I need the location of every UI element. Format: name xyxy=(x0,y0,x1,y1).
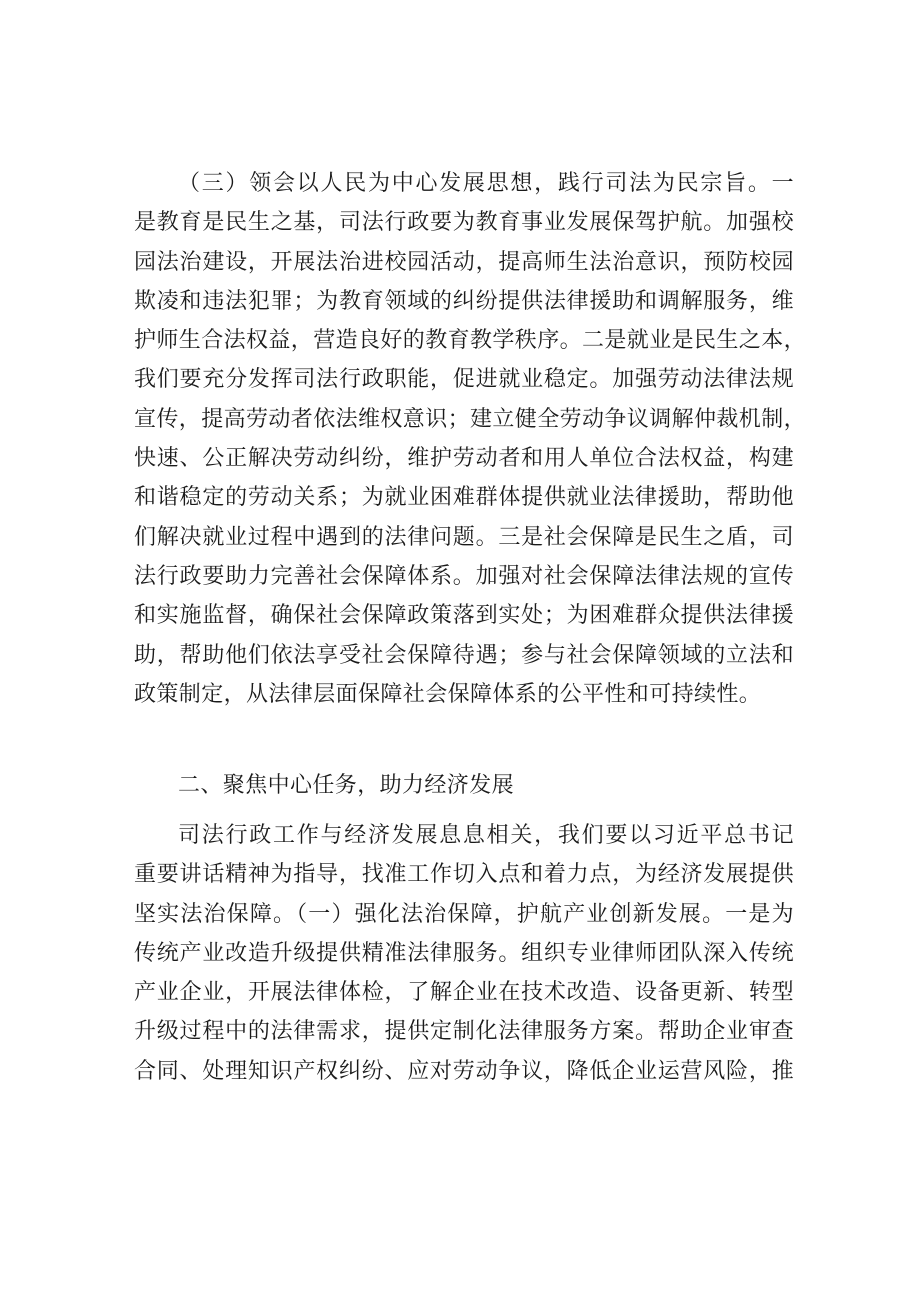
paragraph-line: 法行政要助力完善社会保障体系。加强对社会保障法律法规的宣传 xyxy=(134,563,794,589)
paragraph-line: 们解决就业过程中遇到的法律问题。三是社会保障是民生之盾，司 xyxy=(134,524,794,550)
paragraph-line: 政策制定，从法律层面保障社会保障体系的公平性和可持续性。 xyxy=(134,681,762,707)
paragraph-people-centered xyxy=(134,164,807,714)
section-heading-block xyxy=(134,766,794,805)
paragraph-line: 重要讲话精神为指导，找准工作切入点和着力点，为经济发展提供 xyxy=(134,862,794,888)
paragraph-line: 和实施监督，确保社会保障政策落到实处；为困难群众提供法律援 xyxy=(134,603,794,629)
paragraph-line: 传统产业改造升级提供精准法律服务。组织专业律师团队深入传统 xyxy=(134,940,794,966)
paragraph-line: 欺凌和违法犯罪；为教育领域的纠纷提供法律援助和调解服务，维 xyxy=(134,288,794,314)
section-heading: 二、聚焦中心任务，助力经济发展 xyxy=(178,773,515,798)
paragraph-line: 护师生合法权益，营造良好的教育教学秩序。二是就业是民生之本， xyxy=(134,328,807,354)
paragraph-line: 是教育是民生之基，司法行政要为教育事业发展保驾护航。加强校 xyxy=(134,210,794,236)
paragraph-line: 宣传，提高劳动者依法维权意识；建立健全劳动争议调解仲裁机制， xyxy=(134,406,807,432)
paragraph-line: 坚实法治保障。（一）强化法治保障，护航产业创新发展。一是为 xyxy=(134,901,794,927)
paragraph-line: 产业企业，开展法律体检，了解企业在技术改造、设备更新、转型 xyxy=(134,980,794,1006)
paragraph-line: 司法行政工作与经济发展息息相关，我们要以习近平总书记 xyxy=(178,823,794,848)
paragraph-line: 园法治建设，开展法治进校园活动，提高师生法治意识，预防校园 xyxy=(134,249,794,275)
paragraph-line: 我们要充分发挥司法行政职能，促进就业稳定。加强劳动法律法规 xyxy=(134,367,794,393)
paragraph-line: 助，帮助他们依法享受社会保障待遇；参与社会保障领域的立法和 xyxy=(134,642,794,668)
paragraph-line: 和谐稳定的劳动关系；为就业困难群体提供就业法律援助，帮助他 xyxy=(134,485,794,511)
paragraph-line: （三）领会以人民为中心发展思想，践行司法为民宗旨。一 xyxy=(178,171,794,196)
paragraph-line: 升级过程中的法律需求，提供定制化法律服务方案。帮助企业审查 xyxy=(134,1019,794,1045)
paragraph-line: 合同、处理知识产权纠纷、应对劳动争议，降低企业运营风险，推 xyxy=(134,1058,794,1084)
paragraph-economic-development xyxy=(134,816,794,1091)
paragraph-line: 快速、公正解决劳动纠纷，维护劳动者和用人单位合法权益，构建 xyxy=(134,446,794,472)
